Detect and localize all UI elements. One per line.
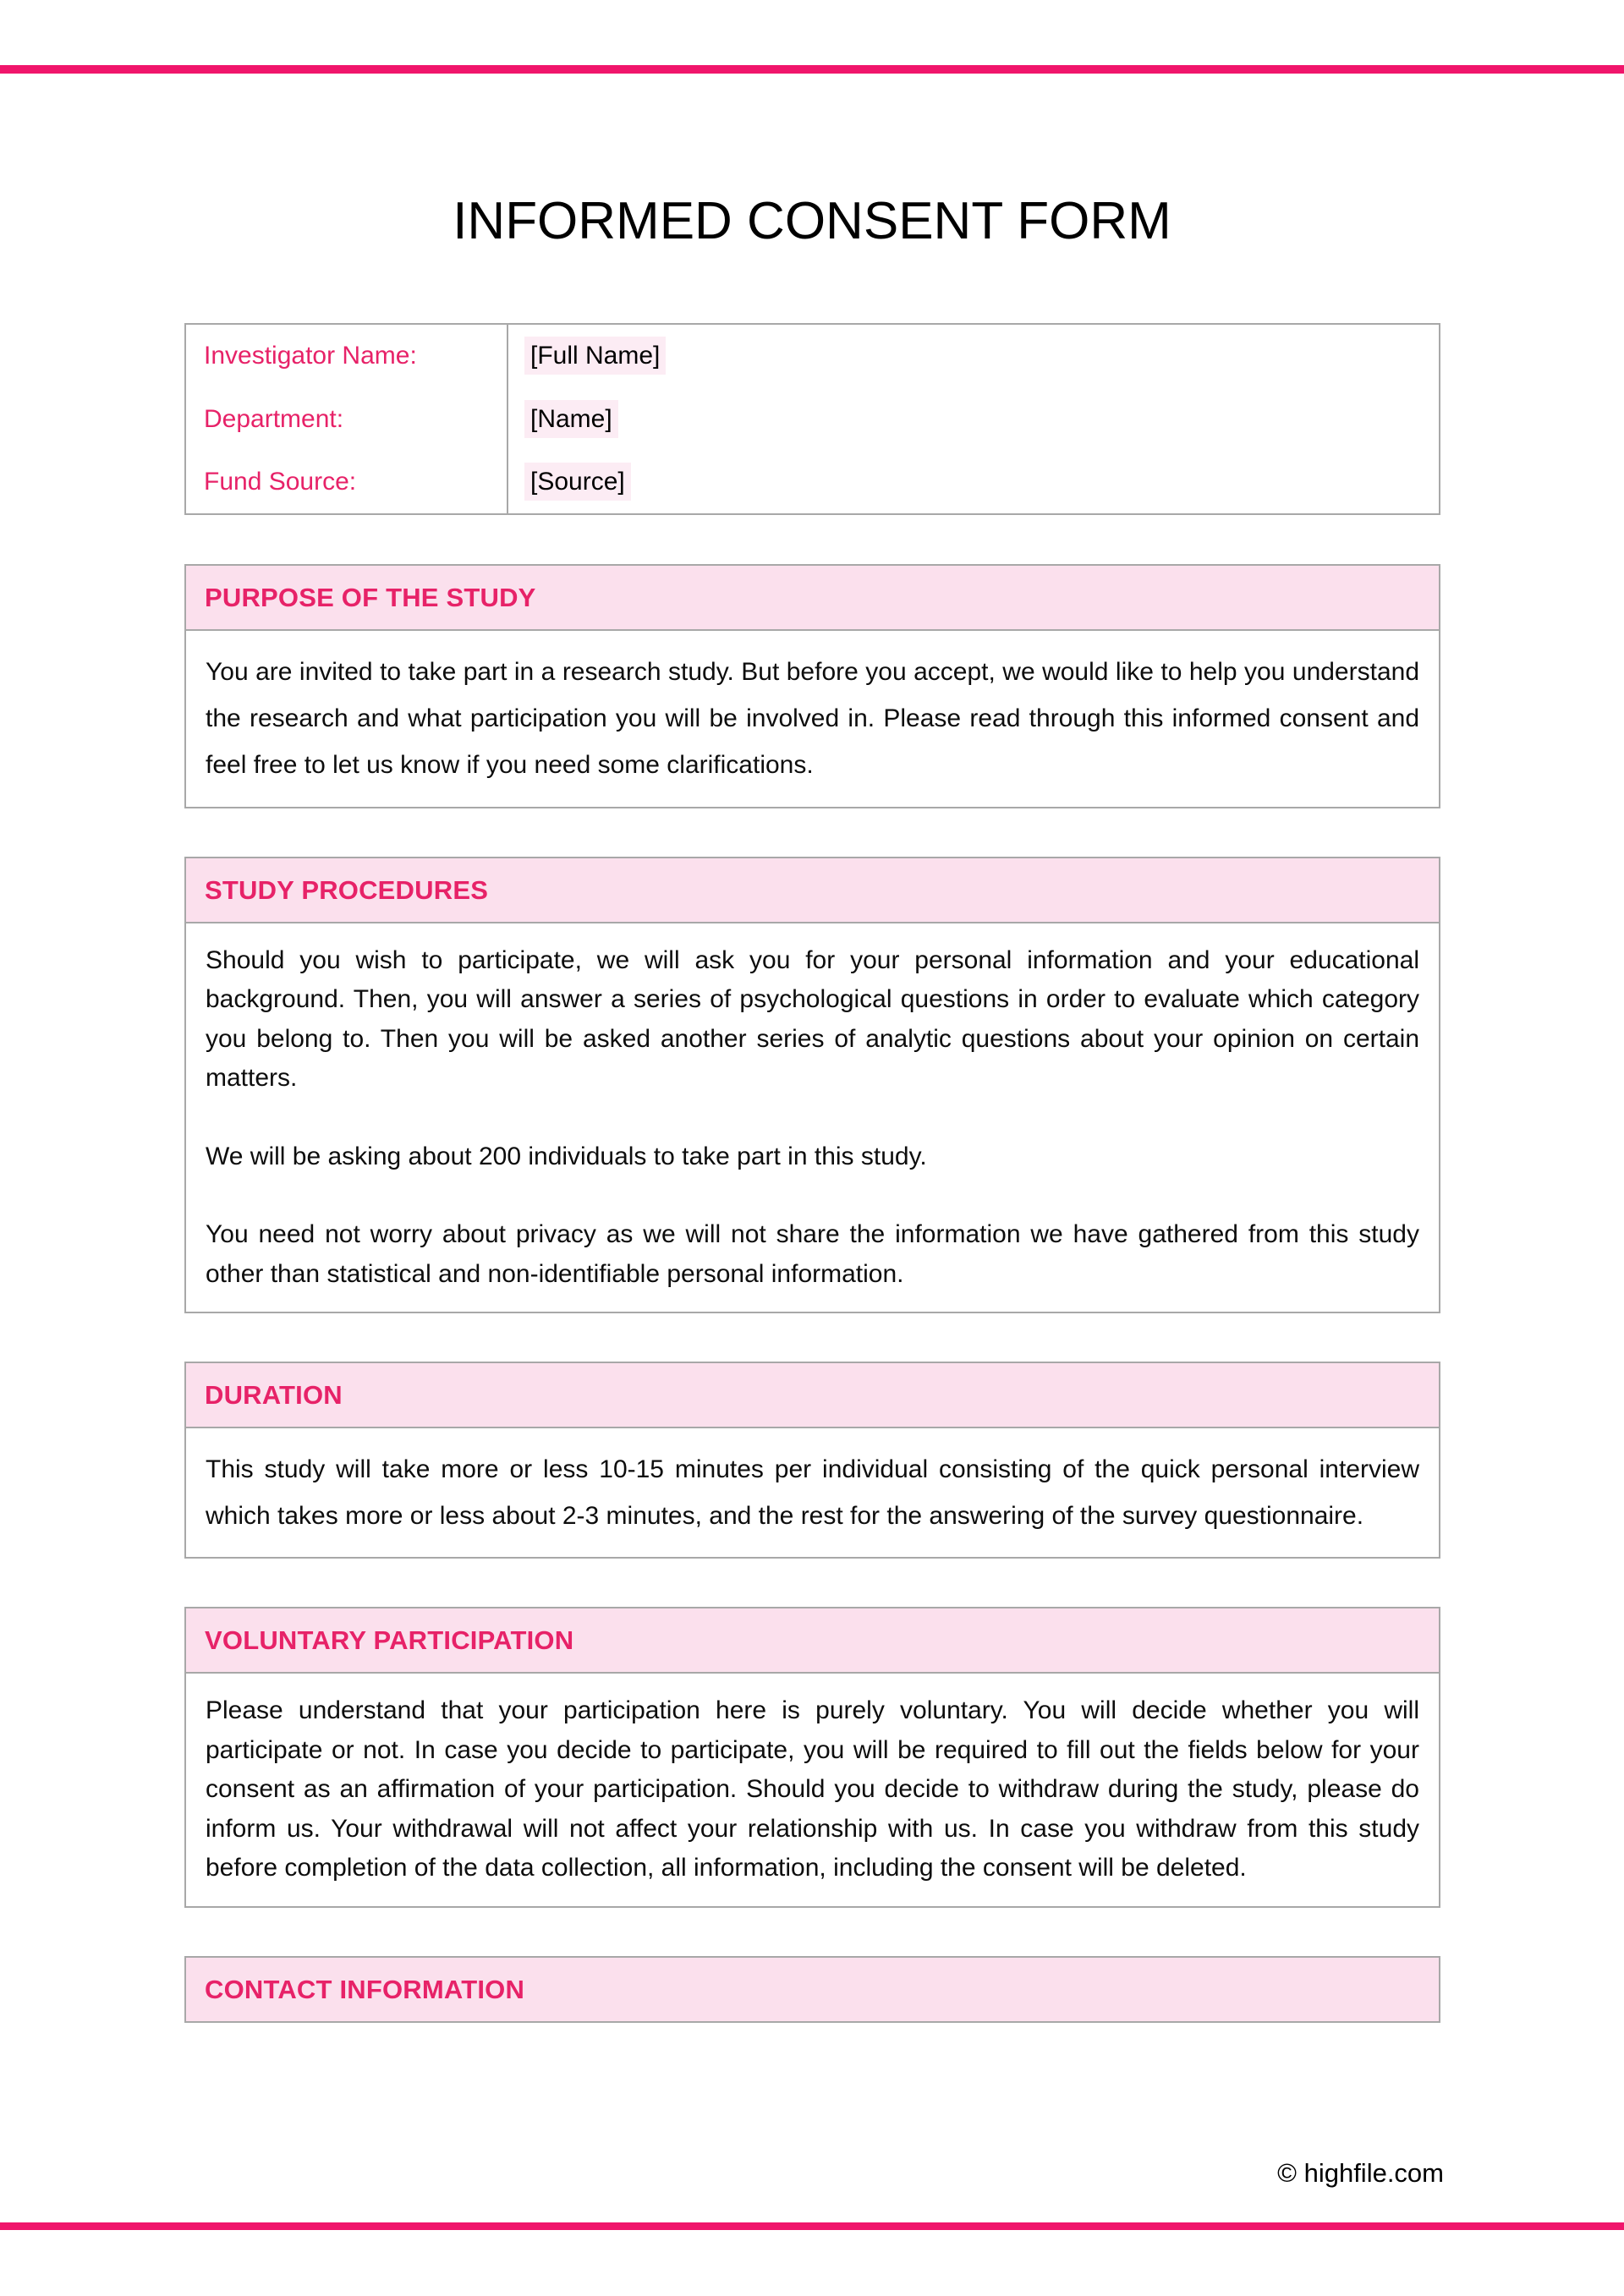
field-value-cell xyxy=(508,324,1440,387)
section-paragraph: This study will take more or less 10-15 minutes per individual consisting of the quick personal interview which takes more or less about 2-3 minutes, and the rest for the answering of the survey questionnaire. xyxy=(206,1455,1419,1531)
section-header xyxy=(186,1958,1439,2021)
sections-container xyxy=(184,564,1440,2023)
section-body xyxy=(186,1674,1439,1906)
section-paragraph: You need not worry about privacy as we will not share the information we have gathered from this study other than statistical and non-identifiable personal information. xyxy=(206,1220,1419,1288)
section-heading: VOLUNTARY PARTICIPATION xyxy=(205,1625,574,1656)
page-title: INFORMED CONSENT FORM xyxy=(453,192,1171,250)
section-header xyxy=(186,566,1439,631)
field-label-cell xyxy=(185,387,508,451)
form-section xyxy=(184,1956,1440,2023)
table-row xyxy=(185,324,1440,387)
section-heading: PURPOSE OF THE STUDY xyxy=(205,583,536,612)
section-paragraph: Please understand that your participation here is purely voluntary. You will decide whether you will participate or not. In case you decide to participate, you will be required to fill out the fields below for your consent as an affirmation of your participation. Should you decide to withdraw during the study, please do inform us. Your withdrawal will not affect your relationship with us. In case you withdraw from this study before completion of the data collection, all information, including the consent will be deleted. xyxy=(206,1696,1419,1882)
section-paragraph: Should you wish to participate, we will ask you for your personal information and your educational background. Then, you will answer a series of psychological questions in order to evaluate which category you belong to. Then you will be asked another series of analytic questions about your opinion on certain matters. xyxy=(206,945,1419,1093)
investigator-table xyxy=(184,323,1440,515)
field-placeholder[interactable]: [Full Name] xyxy=(524,337,666,375)
field-label-cell xyxy=(185,324,508,387)
field-value-cell xyxy=(508,451,1440,514)
footer-credit: © highfile.com xyxy=(1277,2158,1444,2188)
section-heading: STUDY PROCEDURES xyxy=(205,874,489,905)
field-label: Department: xyxy=(204,404,344,433)
field-placeholder[interactable]: [Name] xyxy=(524,400,618,438)
field-value-cell xyxy=(508,387,1440,451)
form-section xyxy=(184,1607,1440,1908)
section-header xyxy=(186,858,1439,923)
section-header xyxy=(186,1608,1439,1674)
field-label-cell xyxy=(185,451,508,514)
section-heading: CONTACT INFORMATION xyxy=(205,1974,525,2004)
field-label: Investigator Name: xyxy=(204,342,417,370)
section-paragraph: We will be asking about 200 individuals to take part in this study. xyxy=(206,1142,927,1170)
table-row xyxy=(185,451,1440,514)
section-heading: DURATION xyxy=(205,1380,343,1411)
field-label: Fund Source: xyxy=(204,468,357,496)
form-section xyxy=(184,857,1440,1314)
section-paragraph: You are invited to take part in a research study. But before you accept, we would like to help you understand the research and what participation you will be involved in. Please read through this informed consent and feel free to let us know if you need some clarifications. xyxy=(206,658,1419,780)
form-section xyxy=(184,564,1440,808)
section-body xyxy=(186,1428,1439,1557)
section-header xyxy=(186,1363,1439,1428)
table-row xyxy=(185,387,1440,451)
section-body xyxy=(186,923,1439,1312)
form-section xyxy=(184,1362,1440,1559)
document-content xyxy=(184,323,1440,2071)
bottom-accent-bar xyxy=(0,2222,1624,2230)
top-accent-bar xyxy=(0,65,1624,74)
field-placeholder[interactable]: [Source] xyxy=(524,463,631,501)
section-body xyxy=(186,631,1439,807)
